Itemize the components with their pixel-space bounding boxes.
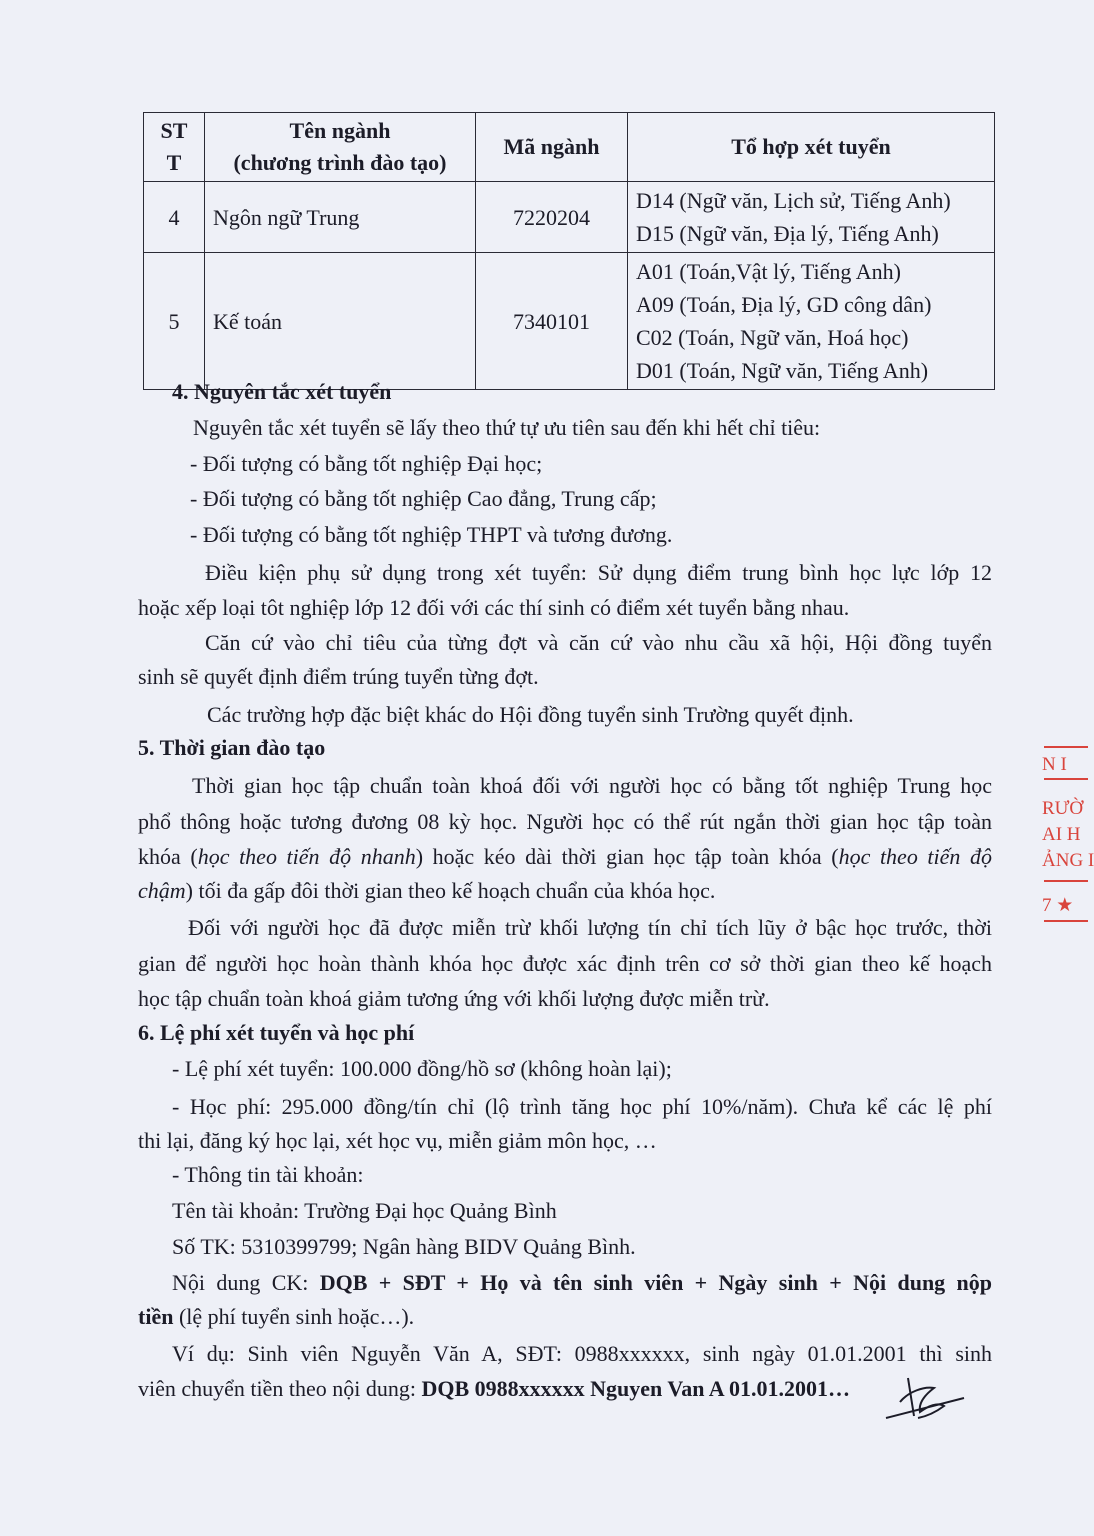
combo-item: A01 (Toán,Vật lý, Tiếng Anh) (636, 259, 901, 284)
section-5-heading: 5. Thời gian đào tạo (138, 735, 326, 760)
official-seal: N I RƯỜ AI H ẢNG I 7 ★ (1036, 744, 1080, 924)
table-header-row (144, 113, 995, 182)
s5-paragraph: khóa (học theo tiến độ nhanh) hoặc kéo dài thời gian học tập toàn khóa (học theo tiến độ (138, 844, 993, 869)
row-program-name: Ngôn ngữ Trung (205, 182, 476, 253)
combo-item: A09 (Toán, Địa lý, GD công dân) (636, 292, 932, 317)
s5-paragraph: chậm) tối đa gấp đôi thời gian theo kế hoạch chuẩn của khóa học. (138, 878, 716, 903)
header-stt: ST T (144, 113, 205, 182)
s5-paragraph: học tập chuẩn toàn khoá giảm tương ứng với khối lượng được miễn trừ. (138, 986, 770, 1011)
row-program-code: 7340101 (476, 253, 628, 390)
s6-tuition: - Học phí: 295.000 đồng/tín chỉ (lộ trình tăng học phí 10%/năm). Chưa kể các lệ phí (172, 1094, 992, 1119)
s4-bullet: - Đối tượng có bằng tốt nghiệp Cao đẳng, Trung cấp; (190, 486, 657, 511)
s6-transfer-content: tiền (lệ phí tuyển sinh hoặc…). (138, 1304, 415, 1329)
s4-paragraph: Các trường hợp đặc biệt khác do Hội đồng tuyển sinh Trường quyết định. (207, 702, 854, 727)
s4-bullet: - Đối tượng có bằng tốt nghiệp THPT và tương đương. (190, 522, 673, 547)
s4-paragraph: Điều kiện phụ sử dụng trong xét tuyển: Sử dụng điểm trung bình học lực lớp 12 (205, 560, 992, 585)
table-row (144, 253, 995, 390)
s6-fee: - Lệ phí xét tuyển: 100.000 đồng/hồ sơ (không hoàn lại); (172, 1056, 672, 1081)
header-program-code: Mã ngành (476, 113, 628, 182)
s4-bullet: - Đối tượng có bằng tốt nghiệp Đại học; (190, 451, 543, 476)
combo-item: D15 (Ngữ văn, Địa lý, Tiếng Anh) (636, 221, 939, 246)
s6-account-name: Tên tài khoản: Trường Đại học Quảng Bình (172, 1198, 557, 1223)
section-6-heading: 6. Lệ phí xét tuyển và học phí (138, 1020, 415, 1045)
header-subject-combination: Tổ hợp xét tuyển (628, 113, 995, 182)
s6-tuition: thi lại, đăng ký học lại, xét học vụ, miễn giảm môn học, … (138, 1128, 657, 1153)
row-program-code: 7220204 (476, 182, 628, 253)
s5-paragraph: phổ thông hoặc tương đương 08 kỳ học. Người học có thể rút ngắn thời gian học tập toàn (138, 809, 992, 834)
header-program-name: Tên ngành (chương trình đào tạo) (205, 113, 476, 182)
row-program-name: Kế toán (205, 253, 476, 390)
s4-paragraph: hoặc xếp loại tôt nghiệp lớp 12 đối với các thí sinh có điểm xét tuyển bằng nhau. (138, 595, 850, 620)
section-4-heading: 4. Nguyên tắc xét tuyển (172, 379, 392, 404)
row-combos (628, 182, 995, 253)
combo-item: D01 (Toán, Ngữ văn, Tiếng Anh) (636, 358, 929, 383)
admission-table (143, 112, 995, 390)
s6-transfer-content: Nội dung CK: DQB + SĐT + Họ và tên sinh viên + Ngày sinh + Nội dung nộp (172, 1270, 992, 1295)
row-combos (628, 253, 995, 390)
s6-example: viên chuyển tiền theo nội dung: DQB 0988xxxxxx Nguyen Van A 01.01.2001… (138, 1376, 850, 1401)
s5-paragraph: Thời gian học tập chuẩn toàn khoá đối với người học có bằng tốt nghiệp Trung học (192, 773, 992, 798)
row-stt: 4 (144, 182, 205, 253)
combo-item: D14 (Ngữ văn, Lịch sử, Tiếng Anh) (636, 188, 951, 213)
signature-mark (878, 1372, 968, 1422)
s6-account-heading: - Thông tin tài khoản: (172, 1162, 364, 1187)
s4-intro: Nguyên tắc xét tuyển sẽ lấy theo thứ tự ưu tiên sau đến khi hết chỉ tiêu: (193, 415, 821, 440)
s4-paragraph: sinh sẽ quyết định điểm trúng tuyển từng đợt. (138, 664, 539, 689)
row-stt: 5 (144, 253, 205, 390)
table-row (144, 182, 995, 253)
s4-paragraph: Căn cứ vào chỉ tiêu của từng đợt và căn cứ vào nhu cầu xã hội, Hội đồng tuyển (205, 630, 992, 655)
s6-example: Ví dụ: Sinh viên Nguyễn Văn A, SĐT: 0988xxxxxx, sinh ngày 01.01.2001 thì sinh (172, 1341, 992, 1366)
s5-paragraph: Đối với người học đã được miễn trừ khối lượng tín chỉ tích lũy ở bậc học trước, thời (188, 915, 992, 940)
combo-item: C02 (Toán, Ngữ văn, Hoá học) (636, 325, 909, 350)
s5-paragraph: gian để người học hoàn thành khóa học được xác định trên cơ sở thời gian theo kế hoạch (138, 951, 992, 976)
s6-account-number: Số TK: 5310399799; Ngân hàng BIDV Quảng Bình. (172, 1234, 636, 1259)
